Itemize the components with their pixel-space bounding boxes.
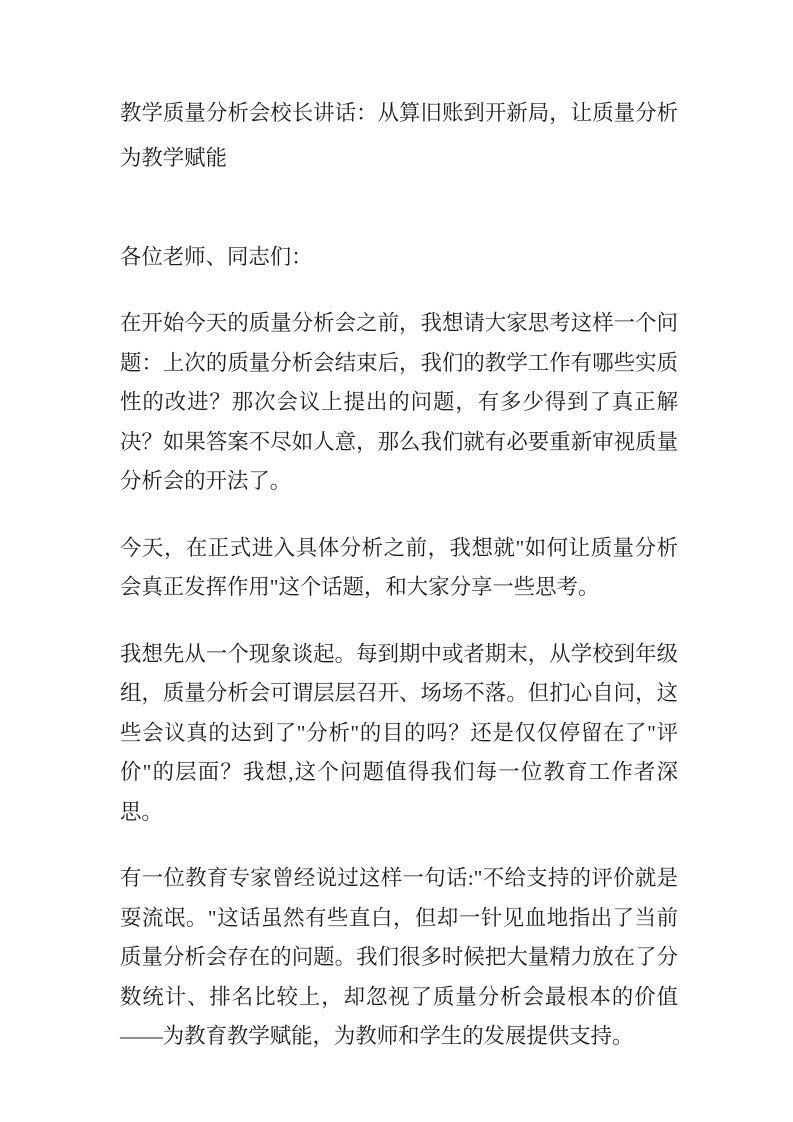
document-title: 教学质量分析会校长讲话：从算旧账到开新局，让质量分析为教学赋能	[120, 101, 678, 170]
body-paragraph: 有一位教育专家曾经说过这样一句话:"不给支持的评价就是耍流氓。"这话虽然有些直白，但却一针见血地指出了当前质量分析会存在的问题。我们很多时候把大量精力放在了分数统计、排名比较上，却忽视了质量分析会最根本的价值——为教育教学赋能，为教师和学生的发展提供支持。	[120, 866, 678, 1048]
salutation: 各位老师、同志们：	[120, 245, 313, 269]
body-paragraph: 在开始今天的质量分析会之前，我想请大家思考这样一个问题：上次的质量分析会结束后，我们的教学工作有哪些实质性的改进？那次会议上提出的问题，有多少得到了真正解决？如果答案不尽如人意，那么我们就有必要重新审视质量分析会的开法了。	[120, 311, 678, 493]
body-paragraph: 我想先从一个现象谈起。每到期中或者期末，从学校到年级组，质量分析会可谓层层召开、场场不落。但扪心自问，这些会议真的达到了"分析"的目的吗？还是仅仅停留在了"评价"的层面？我想,这个问题值得我们每一位教育工作者深思。	[120, 641, 678, 824]
document-body	[120, 304, 678, 1057]
body-paragraph: 今天，在正式进入具体分析之前，我想就"如何让质量分析会真正发挥作用"这个话题，和大家分享一些思考。	[120, 535, 678, 599]
